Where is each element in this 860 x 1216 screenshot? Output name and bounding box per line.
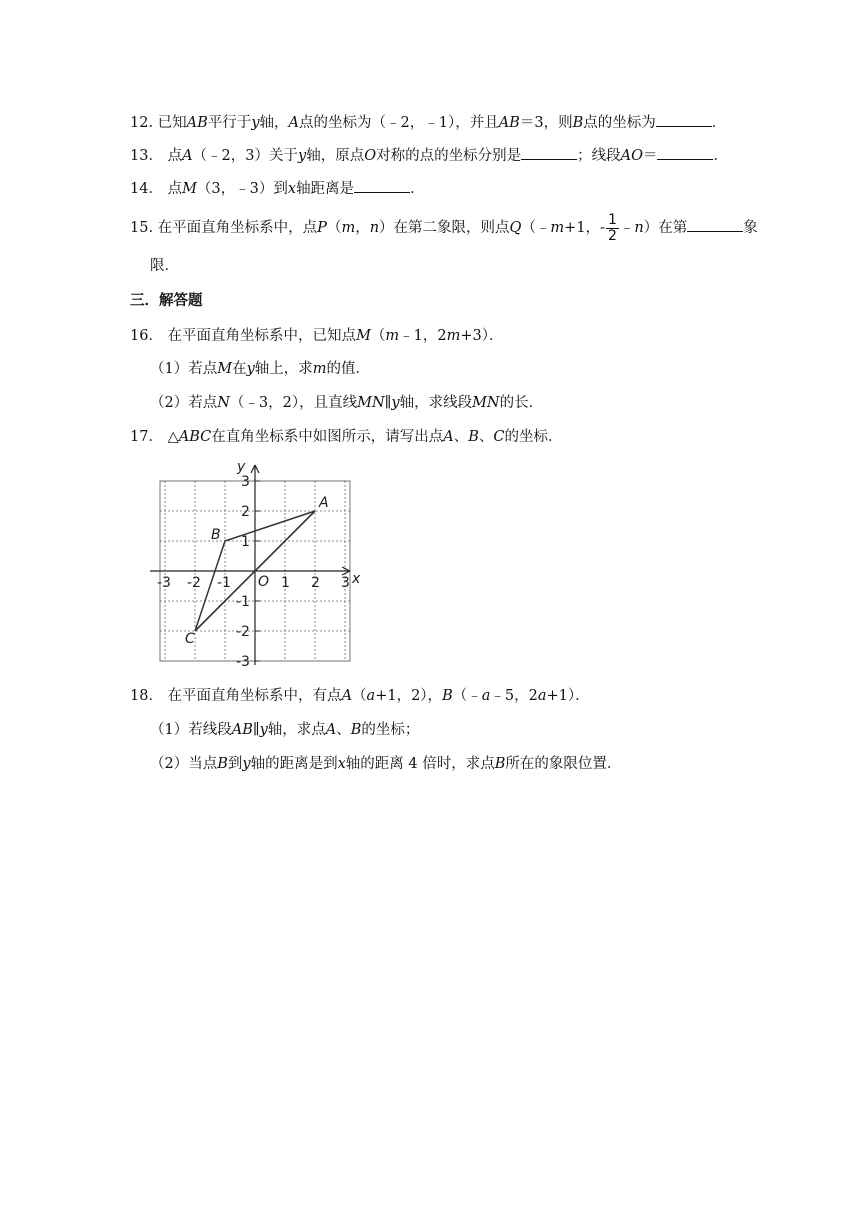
x-tick-label: 2 <box>311 575 320 591</box>
axes <box>150 459 361 665</box>
question-14: 14． 点M（3，﹣3）到x轴距离是 ． <box>130 178 425 199</box>
origin-label: O <box>258 574 270 590</box>
y-axis-label: y <box>237 459 246 475</box>
x-tick-label: -3 <box>157 575 171 591</box>
answer-blank[interactable] <box>656 112 712 127</box>
y-tick-label: 2 <box>241 504 250 520</box>
question-16: 16． 在平面直角坐标系中，已知点M（m﹣1，2m+3）． <box>130 328 504 344</box>
x-tick-label: -1 <box>217 575 231 591</box>
answer-blank[interactable] <box>687 217 743 232</box>
question-18: 18． 在平面直角坐标系中，有点A（a+1，2），B（﹣a﹣5，2a+1）． <box>130 688 590 704</box>
answer-blank[interactable] <box>521 145 577 160</box>
question-16-part-2: （2）若点N（﹣3，2），且直线MN∥y轴，求线段MN的长． <box>150 395 544 411</box>
question-13: 13． 点A（﹣2，3）关于y轴，原点O对称的点的坐标分别是 ；线段AO＝ ． <box>130 145 728 166</box>
question-15: 15. 在平面直角坐标系中，点P（m，n）在第二象限，则点Q（﹣m+1，- $\frac{1}{2}$ ﹣n）在第 象 <box>130 211 758 244</box>
answer-blank[interactable] <box>657 145 713 160</box>
x-axis-label: x <box>352 571 361 587</box>
point-b-label: B <box>211 527 221 543</box>
question-18-part-2: （2）当点B到y轴的距离是到x轴的距离 4 倍时，求点B所在的象限位置． <box>150 756 622 772</box>
x-tick-label: 1 <box>281 575 290 591</box>
y-tick-label: 1 <box>241 534 250 550</box>
answer-blank[interactable] <box>354 178 410 193</box>
y-tick-label: -1 <box>236 594 250 610</box>
question-16-part-1: （1）若点M在y轴上，求m的值． <box>150 361 371 377</box>
y-tick-label: -3 <box>236 654 250 669</box>
fraction: $\frac{1}{2}$ <box>607 211 617 244</box>
y-tick-label: -2 <box>236 624 250 640</box>
question-15-continued: 限． <box>150 258 179 274</box>
point-a-label: A <box>319 495 329 511</box>
section-heading: 三．解答题 <box>130 293 203 309</box>
point-c-label: C <box>185 631 195 647</box>
coordinate-graph <box>145 455 365 669</box>
x-tick-label: -2 <box>187 575 201 591</box>
question-18-part-1: （1）若线段AB∥y轴，求点A、B的坐标； <box>150 722 420 738</box>
question-12: 12. 已知AB平行于y轴，A点的坐标为（﹣2，﹣1），并且AB＝3，则B点的坐标为 ． <box>130 112 726 133</box>
x-tick-label: 3 <box>341 575 350 591</box>
y-tick-label: 3 <box>241 474 250 490</box>
question-17: 17． △ABC在直角坐标系中如图所示，请写出点A、B、C的坐标． <box>130 429 563 445</box>
